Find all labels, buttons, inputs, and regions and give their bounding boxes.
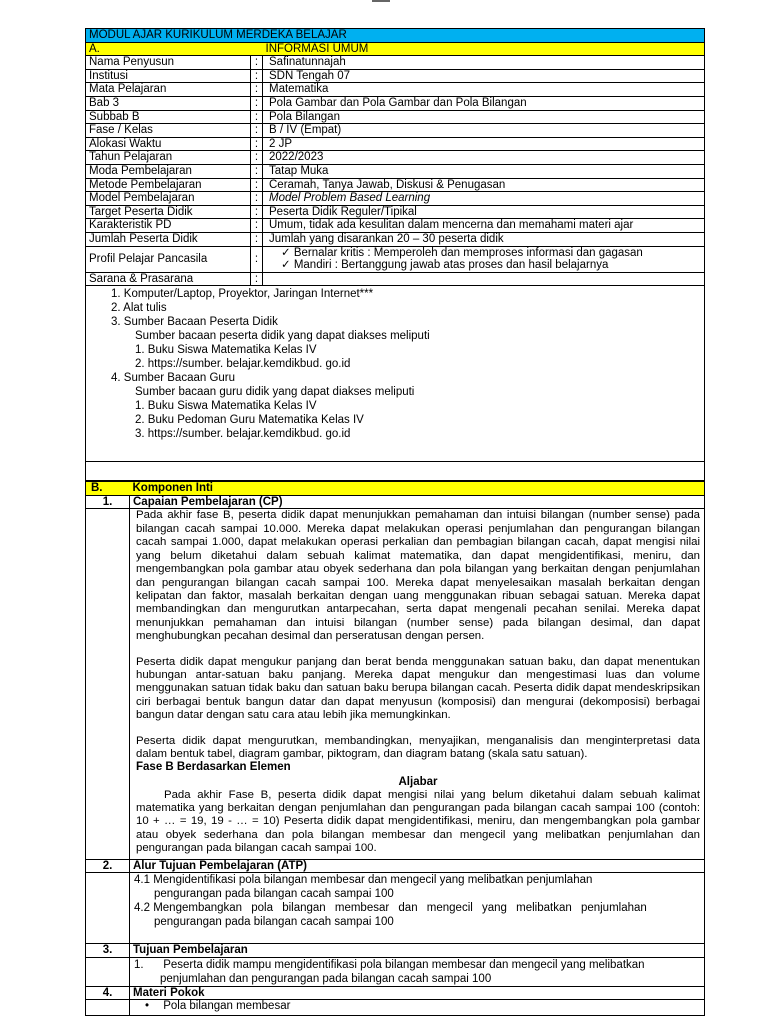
info-separator: : — [251, 164, 263, 178]
sarana-sep: : — [251, 272, 263, 286]
info-value: Matematika — [263, 83, 705, 97]
atp-item-cont: pengurangan pada bilangan cacah sampai 100 — [154, 888, 394, 901]
cp-body-row — [86, 509, 705, 859]
fase-b-heading: Fase B Berdasarkan Elemen — [136, 761, 291, 774]
info-separator: : — [251, 192, 263, 206]
info-label: Tahun Pelajaran — [86, 151, 251, 165]
info-separator: : — [251, 110, 263, 124]
info-value: Tatap Muka — [263, 164, 705, 178]
info-label: Mata Pelajaran — [86, 83, 251, 97]
modul-ajar-table — [85, 28, 705, 481]
info-label: Bab 3 — [86, 96, 251, 110]
info-separator: : — [251, 124, 263, 138]
cp-paragraph-1: Pada akhir fase B, peserta didik dapat menunjukkan pemahaman dan intuisi bilangan (number sense) pada bilangan cacah sampai 10.000. Mereka dapat melakukan operasi penjumlahan dan pengurangan bilangan cacah sampai 1.000, dapat melakukan operasi perkalian dan pembagian bilangan cacah, dapat mengisi nilai yang belum diketahui dalam sebuah kalimat matematika, dan dapat mengidentifikasi, meniru, dan mengembangkan pola gambar atau obyek sederhana dan pola bilangan yang berkaitan dengan penjumlahan dan pengurangan bilangan cacah sampai 100. Mereka dapat menyelesaikan masalah berkaitan dengan kelipatan dan faktor, masalah berkaitan dengan uang menggunakan ribuan sebagai satuan. Mereka dapat membandingkan dan mengurutkan antarpecahan, serta dapat mengenali pecahan senilai. Mereka dapat menunjukkan pemahaman dan intuisi bilangan (number sense) pada bilangan desimal, dan dapat menghubungkan pecahan desimal dan perseratusan dengan persen. — [136, 509, 700, 643]
info-label: Jumlah Peserta Didik — [86, 232, 251, 246]
materi-num: 4. — [86, 986, 130, 1000]
info-row — [86, 56, 705, 70]
info-label: Alokasi Waktu — [86, 137, 251, 151]
materi-body-row — [86, 1000, 705, 1016]
sarana-line: Sumber bacaan peserta didik yang dapat diakses meliputi — [135, 330, 430, 343]
aljabar-heading: Aljabar — [398, 775, 438, 788]
sarana-line: 4. Sumber Bacaan Guru — [111, 372, 236, 385]
tujuan-body-row — [86, 957, 705, 986]
info-row — [86, 219, 705, 233]
info-separator: : — [251, 205, 263, 219]
cp-head-row — [86, 495, 705, 509]
document-title: MODUL AJAR KURIKULUM MERDEKA BELAJAR — [86, 29, 705, 43]
info-row — [86, 232, 705, 246]
info-separator: : — [251, 219, 263, 233]
info-label: Target Peserta Didik — [86, 205, 251, 219]
tujuan-item-text: Peserta didik mampu mengidentifikasi pola bilangan membesar dan mengecil yang melibatkan — [163, 958, 645, 971]
info-separator: : — [251, 232, 263, 246]
info-value: Pola Gambar dan Pola Gambar dan Pola Bilangan — [263, 96, 705, 110]
atp-item-text: Mengidentifikasi pola bilangan membesar dan mengecil yang melibatkan penjumlahan — [153, 874, 593, 887]
info-row — [86, 110, 705, 124]
info-row — [86, 137, 705, 151]
tujuan-num: 3. — [86, 944, 130, 958]
info-row — [86, 192, 705, 206]
tujuan-item-number: 1. — [134, 958, 144, 971]
tujuan-item-cont: penjumlahan dan pengurangan pada bilangan cacah sampai 100 — [160, 972, 492, 985]
info-label: Metode Pembelajaran — [86, 178, 251, 192]
info-row — [86, 178, 705, 192]
info-row — [86, 205, 705, 219]
spacer-row — [86, 462, 705, 481]
info-separator: : — [251, 96, 263, 110]
materi-body — [130, 1000, 705, 1016]
info-label: Karakteristik PD — [86, 219, 251, 233]
cp-paragraph-4: Pada akhir Fase B, peserta didik dapat mengisi nilai yang belum diketahui dalam sebuah kalimat matematika yang berkaitan dengan penjumlahan dan pengurangan pada bilangan cacah sampai 100 (contoh: 10 + … = 19, 19 - … = 10) Peserta didik dapat mengidentifikasi, meniru, dan mengembangkan pola gambar atau obyek sederhana dan pola bilangan membesar dan mengecil yang melibatkan penjumlahan dan pengurangan pada bilangan cacah sampai 100. — [136, 788, 700, 855]
info-separator: : — [251, 151, 263, 165]
sarana-list-row — [86, 286, 705, 462]
info-label: Fase / Kelas — [86, 124, 251, 138]
atp-item-text: Mengembangkan pola bilangan membesar dan mengecil yang melibatkan penjumlahan — [153, 902, 647, 915]
info-separator: : — [251, 56, 263, 70]
cp-paragraph-2: Peserta didik dapat mengukur panjang dan berat benda menggunakan satuan baku, dan dapat menentukan hubungan antar-satuan baku panjang. Mereka dapat mengukur dan mengestimasi luas dan volume menggunakan satuan tidak baku dan satuan baku berupa bilangan cacah. Peserta didik dapat mendeskripsikan ciri berbagai bentuk bangun datar dan dapat menyusun (komposisi) dan mengurai (dekomposisi) berbagai bangun datar dengan satu cara atau lebih jika memungkinkan. — [136, 655, 700, 722]
section-a-row — [86, 42, 705, 56]
title-row — [86, 29, 705, 43]
sarana-line: 2. Buku Pedoman Guru Matematika Kelas IV — [135, 414, 364, 427]
atp-item — [134, 873, 700, 887]
page-top-marker — [372, 0, 390, 2]
info-separator: : — [251, 137, 263, 151]
section-a-title: INFORMASI UMUM — [263, 42, 705, 56]
atp-item-cont: pengurangan pada bilangan cacah sampai 100 — [154, 916, 394, 929]
info-label: Subbab B — [86, 110, 251, 124]
atp-num: 2. — [86, 859, 130, 873]
info-value: Pola Bilangan — [263, 110, 705, 124]
info-value: SDN Tengah 07 — [263, 69, 705, 83]
info-separator: : — [251, 178, 263, 192]
tujuan-head-row — [86, 944, 705, 958]
info-value: Safinatunnajah — [263, 56, 705, 70]
sarana-line: 3. Sumber Bacaan Peserta Didik — [111, 316, 278, 329]
materi-head-row — [86, 986, 705, 1000]
cp-body — [130, 509, 705, 859]
cp-num: 1. — [86, 495, 130, 509]
info-row — [86, 124, 705, 138]
info-label: Nama Penyusun — [86, 56, 251, 70]
info-rows — [86, 56, 705, 246]
info-label: Institusi — [86, 69, 251, 83]
profil-item: ✓ Mandiri : Bertanggung jawab atas proses dan hasil belajarnya — [281, 259, 609, 272]
document-page — [85, 28, 705, 1016]
section-b-letter: B. — [86, 482, 130, 496]
section-b-title: Komponen Inti — [130, 482, 705, 496]
info-row — [86, 96, 705, 110]
info-value: Ceramah, Tanya Jawab, Diskusi & Penugasan — [263, 178, 705, 192]
tujuan-body — [130, 957, 705, 986]
profil-row — [86, 246, 705, 272]
info-separator: : — [251, 69, 263, 83]
sarana-line: 1. Buku Siswa Matematika Kelas IV — [135, 400, 317, 413]
info-value: Peserta Didik Reguler/Tipikal — [263, 205, 705, 219]
atp-body-row — [86, 873, 705, 944]
info-value: 2022/2023 — [263, 151, 705, 165]
info-row — [86, 164, 705, 178]
atp-item-number: 4.1 — [134, 874, 150, 887]
atp-body — [130, 873, 705, 944]
sarana-line: 1. Komputer/Laptop, Proyektor, Jaringan Internet*** — [111, 288, 374, 301]
info-label: Moda Pembelajaran — [86, 164, 251, 178]
atp-item — [134, 901, 700, 915]
sarana-label: Sarana & Prasarana — [86, 272, 251, 286]
komponen-inti-table — [85, 481, 705, 1016]
sarana-list — [86, 286, 705, 462]
atp-head-row — [86, 859, 705, 873]
profil-item: ✓ Bernalar kritis : Memperoleh dan memproses informasi dan gagasan — [281, 246, 643, 259]
profil-sep: : — [251, 246, 263, 272]
atp-item-number: 4.2 — [134, 902, 150, 915]
info-value: Model Problem Based Learning — [263, 192, 705, 206]
info-label: Model Pembelajaran — [86, 192, 251, 206]
tujuan-title: Tujuan Pembelajaran — [130, 944, 705, 958]
materi-item: Pola bilangan membesar — [163, 1000, 291, 1013]
sarana-line: 2. https://sumber. belajar.kemdikbud. go.id — [135, 358, 351, 371]
cp-paragraph-3: Peserta didik dapat mengurutkan, membandingkan, menyajikan, menganalisis dan menginterpretasi data dalam bentuk tabel, diagram gambar, piktogram, dan diagram batang (skala satu satuan). — [136, 734, 700, 760]
info-separator: : — [251, 83, 263, 97]
sarana-line: 1. Buku Siswa Matematika Kelas IV — [135, 344, 317, 357]
profil-value — [263, 246, 705, 272]
profil-label: Profil Pelajar Pancasila — [86, 246, 251, 272]
info-row — [86, 151, 705, 165]
info-value: Jumlah yang disarankan 20 – 30 peserta didik — [263, 232, 705, 246]
materi-title: Materi Pokok — [130, 986, 705, 1000]
sarana-row — [86, 272, 705, 286]
section-a-letter: A. — [86, 42, 251, 56]
info-row — [86, 69, 705, 83]
info-value: 2 JP — [263, 137, 705, 151]
bullet-icon: • — [144, 1000, 150, 1013]
section-b-row — [86, 482, 705, 496]
atp-title: Alur Tujuan Pembelajaran (ATP) — [130, 859, 705, 873]
info-value: B / IV (Empat) — [263, 124, 705, 138]
cp-title: Capaian Pembelajaran (CP) — [130, 495, 705, 509]
info-row — [86, 83, 705, 97]
info-value: Umum, tidak ada kesulitan dalam mencerna dan memahami materi ajar — [263, 219, 705, 233]
sarana-line: 3. https://sumber. belajar.kemdikbud. go.id — [135, 428, 351, 441]
sarana-line: Sumber bacaan guru didik yang dapat diakses meliputi — [135, 386, 415, 399]
sarana-line: 2. Alat tulis — [111, 302, 167, 315]
